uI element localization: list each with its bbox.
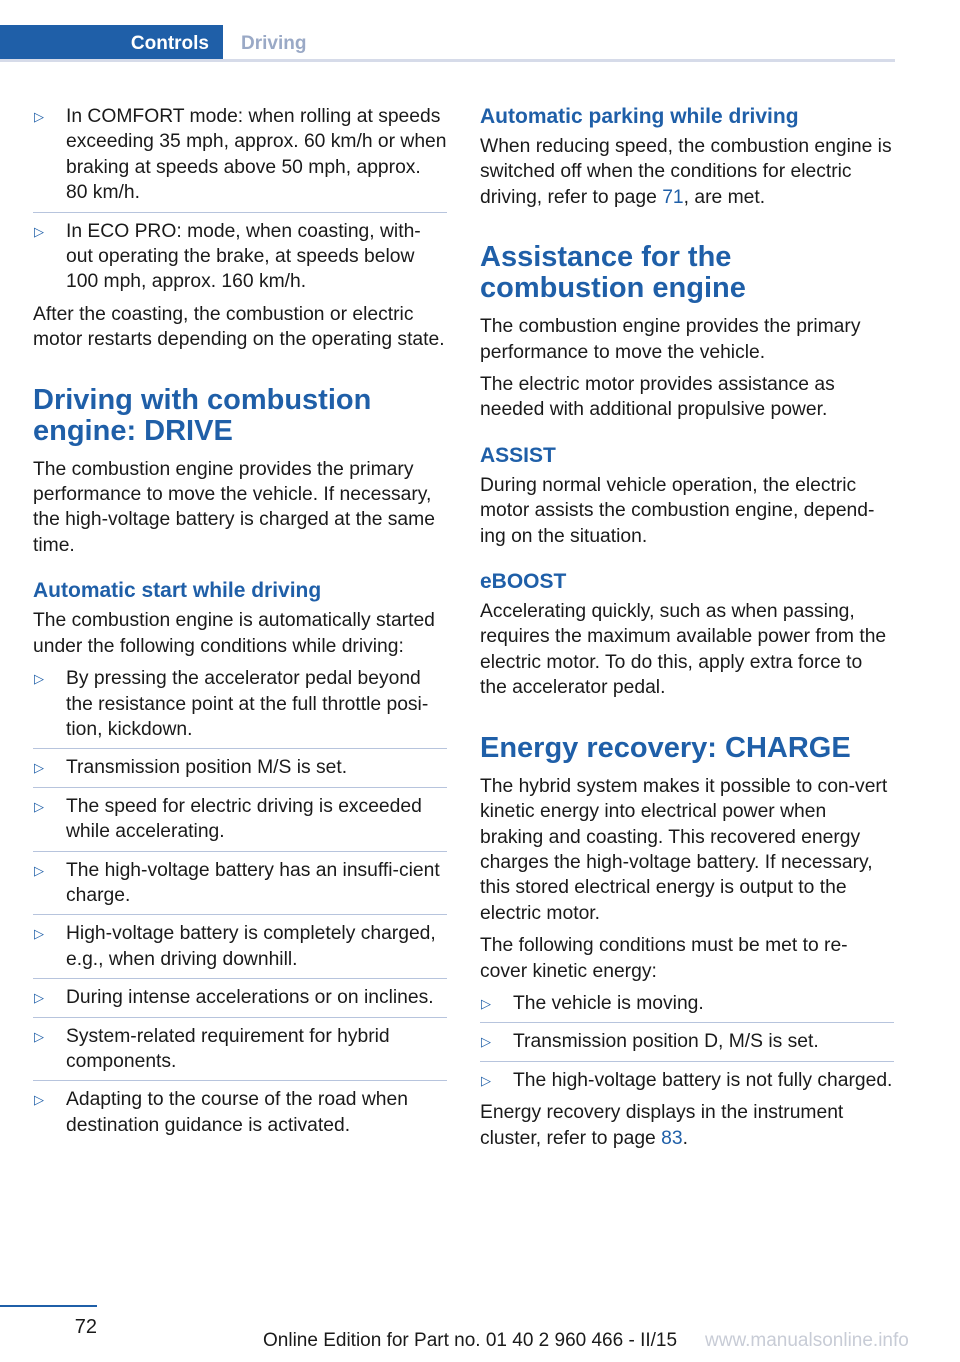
tab-driving[interactable]: Driving [241,32,307,54]
page-ref-link[interactable]: 83 [661,1127,683,1149]
left-column [33,104,447,1145]
heading-assistance: Assistance for the combustion engine [480,241,746,305]
heading-eboost: eBOOST [480,570,567,594]
list-item: ▷ The speed for electric driving is exceeded while accelerating. [33,787,447,845]
heading-energy-recovery: Energy recovery: CHARGE [480,731,851,764]
page-number: 72 [74,1316,97,1338]
triangle-bullet-icon: ▷ [34,862,44,878]
list-item: ▷ System-related requirement for hybrid components. [33,1017,447,1075]
triangle-bullet-icon: ▷ [34,223,44,239]
triangle-bullet-icon: ▷ [481,1072,491,1088]
paragraph: The electric motor provides assistance as needed with additional propulsive power. [480,374,835,421]
heading-assist: ASSIST [480,443,556,467]
comfort-eco-list [33,104,447,295]
paragraph: The combustion engine provides the primary performance to move the vehicle. If necessary, the high-voltage battery is charged at the same time. [33,458,435,556]
triangle-bullet-icon: ▷ [34,760,44,776]
triangle-bullet-icon: ▷ [34,109,44,124]
list-item: ▷ By pressing the accelerator pedal beyond the resistance point at the full throttle posi-tion, kickdown. [34,668,429,740]
list-item: ▷ During intense accelerations or on inclines. [33,978,447,1010]
list-item: ▷ The high-voltage battery has an insuffi-cient charge. [33,851,447,909]
triangle-bullet-icon: ▷ [34,1028,44,1044]
header-bar [0,0,895,62]
paragraph: Energy recovery displays in the instrument cluster, refer to page 83. [480,1102,844,1149]
footer-rule [0,1305,97,1307]
heading-automatic-parking: Automatic parking while driving [480,105,799,128]
paragraph: The following conditions must be met to re-cover kinetic energy: [480,935,848,982]
paragraph: The hybrid system makes it possible to con-vert kinetic energy into electrical power when braking and coasting. This recovered energy charges the high-voltage battery. If necessary, this stored electrical energy is output to the electric motor. [480,775,888,924]
autostart-conditions-list [33,666,447,1138]
triangle-bullet-icon: ▷ [34,1092,44,1108]
triangle-bullet-icon: ▷ [34,671,44,687]
triangle-bullet-icon: ▷ [481,1034,491,1050]
list-item: ▷ In COMFORT mode: when rolling at speeds exceeding 35 mph, approx. 60 km/h or when braking at speeds above 50 mph, approx. 80 km/h. [34,106,447,204]
header-rule [0,59,895,62]
list-item: ▷ Adapting to the course of the road when destination guidance is activated. [33,1080,447,1138]
paragraph: When reducing speed, the combustion engine is switched off when the conditions for electric driving, refer to page 71, are met. [480,136,892,208]
recovery-conditions-list [480,991,894,1093]
triangle-bullet-icon: ▷ [34,926,44,942]
paragraph: During normal vehicle operation, the electric motor assists the combustion engine, depend-ing on the situation. [480,474,875,547]
list-item: ▷ In ECO PRO: mode, when coasting, with-out operating the brake, at speeds below 100 mph, approx. 160 km/h. [33,212,447,295]
list-item: ▷ Transmission position M/S is set. [33,748,447,780]
tab-controls[interactable]: Controls [0,25,223,62]
list-item: ▷ Transmission position D, M/S is set. [480,1022,894,1054]
triangle-bullet-icon: ▷ [481,995,491,1011]
watermark: www.manualsonline.info [705,1330,909,1351]
paragraph: The combustion engine is automatically started under the following conditions while driving: [33,610,435,657]
list-item: ▷ The vehicle is moving. [480,991,894,1016]
heading-automatic-start: Automatic start while driving [33,579,322,603]
paragraph: The combustion engine provides the primary performance to move the vehicle. [480,316,861,363]
triangle-bullet-icon: ▷ [34,798,44,814]
paragraph: After the coasting, the combustion or electric motor restarts depending on the operating state. [33,303,445,351]
paragraph: Accelerating quickly, such as when passing, requires the maximum available power from the electric motor. To do this, apply extra force to the accelerator pedal. [480,601,887,699]
list-item: ▷ The high-voltage battery is not fully charged. [480,1061,894,1093]
edition-note: Online Edition for Part no. 01 40 2 960 466 - II/15 [263,1330,678,1351]
right-column [480,104,894,1158]
page-ref-link[interactable]: 71 [662,186,684,208]
heading-drive: Driving with combustion engine: DRIVE [33,383,372,447]
list-item: ▷ High-voltage battery is completely charged, e.g., when driving downhill. [33,914,447,972]
triangle-bullet-icon: ▷ [34,990,44,1006]
